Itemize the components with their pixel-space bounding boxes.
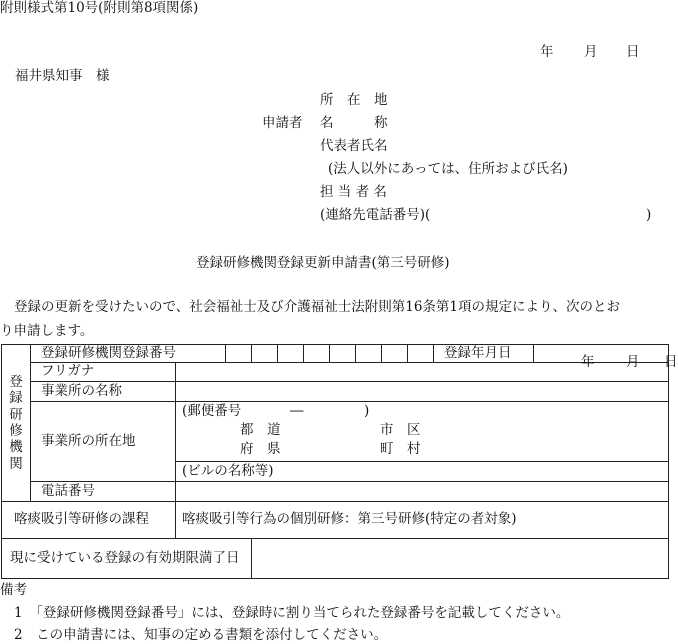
applicant-contact-close: ) xyxy=(646,207,652,223)
registration-table xyxy=(1,344,678,579)
date-year: 年 xyxy=(540,44,554,60)
body-text-line2: り申請します。 xyxy=(0,323,94,339)
postal-close: ) xyxy=(364,403,370,419)
applicant-label: 申請者 xyxy=(262,115,303,131)
date-day: 日 xyxy=(626,44,640,60)
applicant-representative: 代表者氏名 xyxy=(320,138,388,154)
applicant-name: 名 称 xyxy=(320,115,388,131)
notes-item-1: 1 「登録研修機関登録番号」には、登録時に割り当てられた登録番号を記載してください。 xyxy=(14,605,570,621)
date-month: 月 xyxy=(584,44,598,60)
reg-number-row xyxy=(2,345,669,363)
notes-item-2: 2 この申請書には、知事の定める書類を添付してください。 xyxy=(14,627,388,643)
reg-number-digit-2[interactable] xyxy=(252,345,278,363)
postal-dash: ― xyxy=(290,403,304,419)
notes-heading: 備考 xyxy=(0,582,27,598)
furigana-label: フリガナ xyxy=(31,363,176,382)
applicant-representative-note: (法人以外にあっては、住所および氏名) xyxy=(328,161,568,177)
reg-number-digit-6[interactable] xyxy=(356,345,382,363)
office-location-field[interactable] xyxy=(176,402,669,462)
reg-number-digit-5[interactable] xyxy=(330,345,356,363)
reg-number-digit-4[interactable] xyxy=(304,345,330,363)
shiku-label: 市 区 xyxy=(380,422,421,438)
form-number: 附則様式第10号(附則第8項関係) xyxy=(0,0,199,16)
addressee: 福井県知事 様 xyxy=(15,68,110,84)
todo-label: 都 道 xyxy=(240,422,281,438)
building-label: (ビルの名称等) xyxy=(182,462,274,479)
office-location-row xyxy=(2,402,669,462)
office-location-label: 事業所の所在地 xyxy=(31,402,176,482)
course-row xyxy=(2,502,669,539)
applicant-address: 所 在 地 xyxy=(320,92,388,108)
phone-field[interactable] xyxy=(176,482,669,502)
reg-number-digit-8[interactable] xyxy=(408,345,434,363)
reg-date-label: 登録年月日 xyxy=(434,345,534,363)
chouson-label: 町 村 xyxy=(380,441,421,457)
body-text-line1: 登録の更新を受けたいので、社会福祉士及び介護福祉士法附則第16条第1項の規定により、次のとお xyxy=(14,299,620,315)
expiry-row xyxy=(2,539,669,579)
course-label: 喀痰吸引等研修の課程 xyxy=(2,502,176,539)
applicant-person-in-charge: 担 当 者 名 xyxy=(320,184,387,200)
reg-number-digit-1[interactable] xyxy=(226,345,252,363)
document-title: 登録研修機関登録更新申請書(第三号研修) xyxy=(196,255,450,271)
fuken-label: 府 県 xyxy=(240,441,281,457)
course-value: 喀痰吸引等行為の個別研修：第三号研修(特定の者対象) xyxy=(176,502,669,539)
reg-date-day: 日 xyxy=(664,353,678,370)
furigana-row xyxy=(2,363,669,382)
office-name-field[interactable] xyxy=(176,382,669,402)
applicant-contact-label: (連絡先電話番号)( xyxy=(320,207,431,223)
office-name-label: 事業所の名称 xyxy=(31,382,176,402)
institution-vertical-label: 登 録 研 修 機 関 xyxy=(2,345,31,502)
reg-date-field[interactable] xyxy=(534,345,678,370)
building-field[interactable] xyxy=(176,462,669,482)
expiry-label: 現に受けている登録の有効期限満了日 xyxy=(2,539,252,579)
reg-number-label: 登録研修機関登録番号 xyxy=(31,345,226,363)
postal-open: (郵便番号 xyxy=(182,403,242,419)
expiry-field[interactable] xyxy=(252,539,669,579)
reg-number-digit-7[interactable] xyxy=(382,345,408,363)
office-name-row xyxy=(2,382,669,402)
reg-date-year: 年 xyxy=(581,353,595,370)
phone-row xyxy=(2,482,669,502)
reg-number-digit-3[interactable] xyxy=(278,345,304,363)
reg-date-month: 月 xyxy=(626,353,640,370)
phone-label: 電話番号 xyxy=(31,482,176,502)
